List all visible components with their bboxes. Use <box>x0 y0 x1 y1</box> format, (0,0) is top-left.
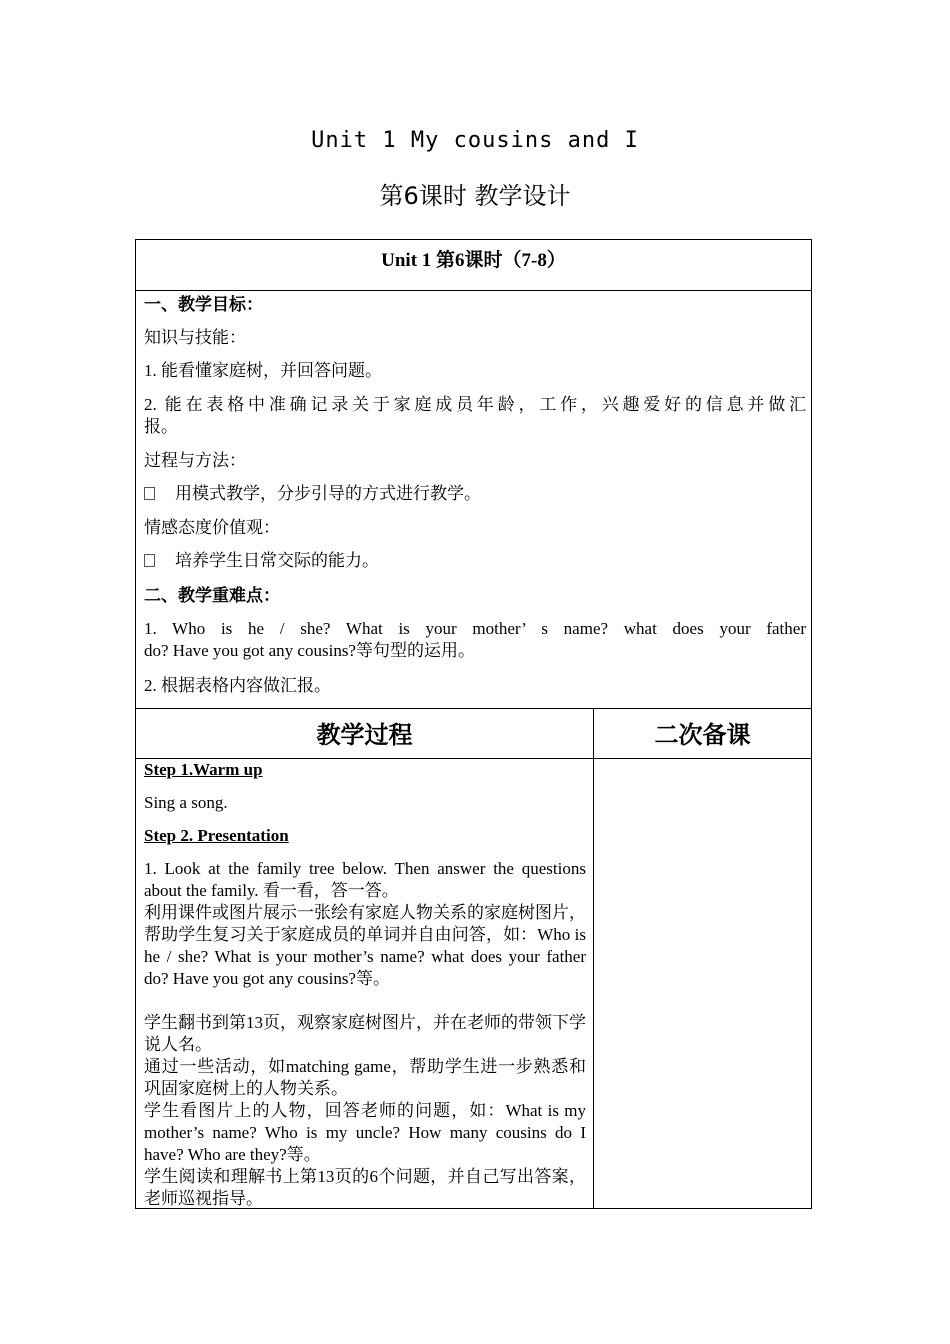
process-header: 教学过程 <box>136 709 594 759</box>
difficulty-item-cont: do? Have you got any cousins?等句型的运用。 <box>144 641 475 660</box>
goal-item: 1. 能看懂家庭树，并回答问题。 <box>144 361 382 380</box>
document-title-cn: 第6课时 教学设计 <box>379 182 571 210</box>
lesson-plan-table <box>135 239 812 1209</box>
bullet-box-icon <box>144 554 155 567</box>
presentation-paragraph: 利用课件或图片展示一张绘有家庭人物关系的家庭树图片，帮助学生复习关于家庭成员的单词并自由问答，如：Who is he / she? What is your mother’s name? what does your father do? Have you got any cousins?等。 <box>144 903 586 989</box>
step-title: Step 2. Presentation <box>144 826 289 845</box>
presentation-paragraph: 1. Look at the family tree below. Then answer the questions about the family. 看一看，答一答。 <box>144 859 586 901</box>
knowledge-label: 知识与技能： <box>144 328 246 347</box>
section-heading-difficulties: 二、教学重难点： <box>144 586 280 605</box>
presentation-paragraph: 学生看图片上的人物，回答老师的问题，如：What is my mother’s name? Who is my uncle? How many cousins do I have? Who are they?等。 <box>144 1101 586 1165</box>
goals-section <box>136 291 811 709</box>
process-body <box>136 759 594 1208</box>
prep-header: 二次备课 <box>594 709 811 759</box>
section-heading-goals: 一、教学目标： <box>144 295 263 314</box>
emotion-label: 情感态度价值观： <box>144 518 280 537</box>
document-title-en: Unit 1 My cousins and I <box>311 128 639 153</box>
presentation-paragraph: 学生阅读和理解书上第13页的6个问题，并自己写出答案，老师巡视指导。 <box>144 1167 587 1209</box>
difficulty-item: 1. Who is he / she? What is your mother’ s name? what does your father <box>144 619 806 638</box>
bullet-box-icon <box>144 487 155 500</box>
goal-item: 培养学生日常交际的能力。 <box>144 550 806 572</box>
goal-item: 2. 能在表格中准确记录关于家庭成员年龄，工作，兴趣爱好的信息并做汇 <box>144 395 806 414</box>
presentation-paragraph: 学生翻书到第13页，观察家庭树图片，并在老师的带领下学说人名。 <box>144 1013 586 1055</box>
goal-item-cont: 报。 <box>144 417 178 436</box>
process-label: 过程与方法： <box>144 451 246 470</box>
presentation-paragraph: 通过一些活动，如matching game，帮助学生进一步熟悉和巩固家庭树上的人物关系。 <box>144 1057 587 1099</box>
table-header: Unit 1 第6课时（7-8） <box>136 240 811 291</box>
step-title: Step 1.Warm up <box>144 760 263 779</box>
prep-notes-cell <box>594 759 811 1208</box>
step-text: Sing a song. <box>144 793 228 812</box>
difficulty-item: 2. 根据表格内容做汇报。 <box>144 676 331 695</box>
goal-item: 用模式教学，分步引导的方式进行教学。 <box>144 483 806 505</box>
